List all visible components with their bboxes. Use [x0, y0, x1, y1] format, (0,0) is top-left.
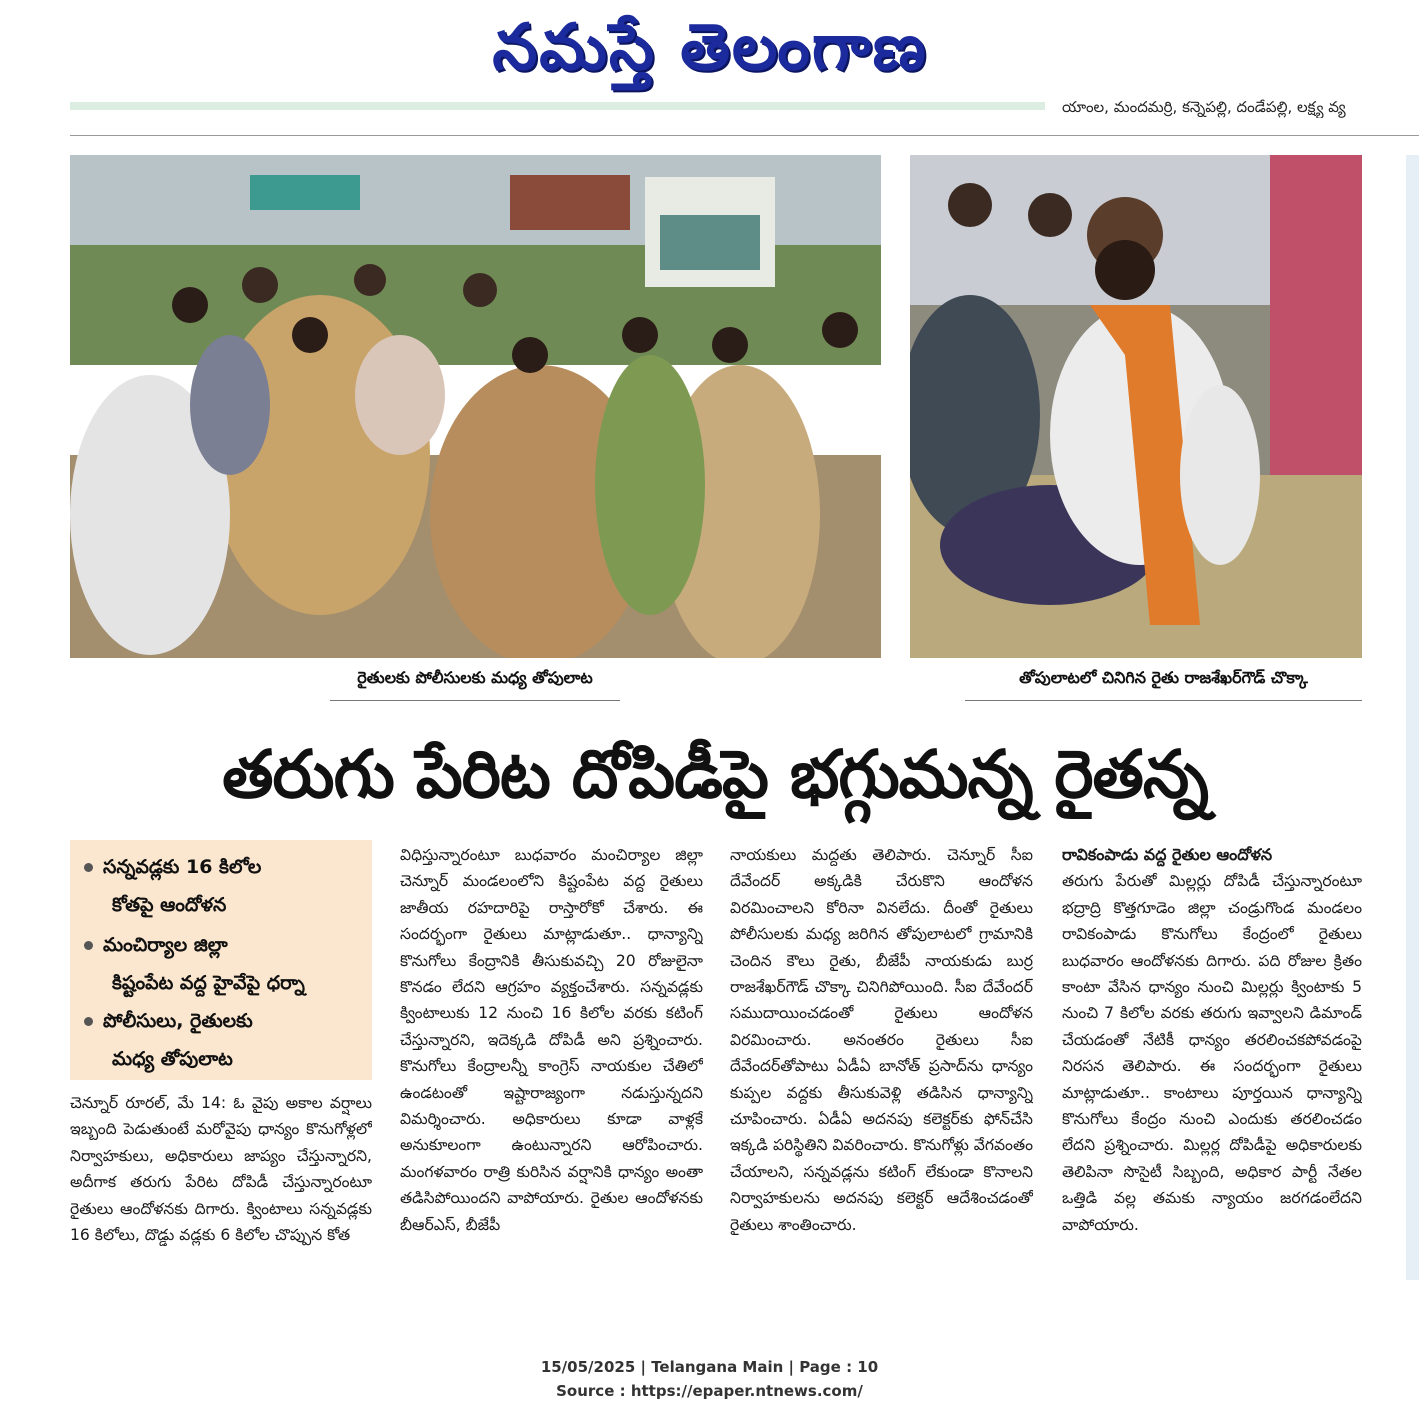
photo-scuffle [70, 155, 881, 658]
masthead-strip [70, 102, 1045, 110]
article-paragraph: తరుగు పేరుతో మిల్లర్లు దోపిడీ చేస్తున్నారంటూ భద్రాద్రి కొత్తగూడెం జిల్లా చండ్రుగొండ మండలం రావికంపాడు కొనుగోలు కేంద్రంలో రైతులు బుధవారం ఆందోళనకు దిగారు. పది రోజుల క్రితం కాంటా వేసిన ధాన్యం నుంచి మిల్లర్లు క్వింటాకు 5 నుంచి 7 కిలోల వరకు తరుగు ఇవ్వాలని డిమాండ్ చేయడంతో నేటికీ ధాన్యం తరలించకపోవడంపై నిరసన తెలిపారు. ఈ సందర్భంగా రైతులు మాట్లాడుతూ.. కాంటాలు పూర్తయిన ధాన్యాన్ని కొనుగోలు కేంద్రం నుంచి ఎందుకు తరలించడం లేదని ప్రశ్నించారు. మిల్లర్ల దోపిడీపై అధికారులకు తెలిపినా సొసైటీ సిబ్బంది, అధికార పార్టీ నేతల ఒత్తిడి వల్ల తమకు న్యాయం జరగడంలేదని వాపోయారు. [1062, 872, 1362, 1234]
newspaper-logo: నమస్తే తెలంగాణ [492, 11, 928, 85]
article-paragraph: నాయకులు మద్దతు తెలిపారు. చెన్నూర్ సీఐ దేవేందర్ అక్కడికి చేరుకొని ఆందోళన విరమించాలని కోరినా వినలేదు. దీంతో రైతులు పోలీసులకు మధ్య జరిగిన తోపులాటలో గ్రామానికి చెందిన కౌలు రైతు, బీజేపీ నాయకుడు బుర్ర రాజశేఖర్‌గౌడ్ చొక్కా చినిగిపోయింది. సీఐ దేవేందర్ సముదాయించడంతో రైతులు ఆందోళన విరమించారు. అనంతరం రైతులు సీఐ దేవేందర్‌తోపాటు ఏడీఏ బానోత్ ప్రసాద్‌ను ధాన్యం కుప్పల వద్దకు తీసుకువెళ్లి తడిసిన ధాన్యాన్ని చూపించారు. ఏడీఏ అదనపు కలెక్టర్‌కు ఫోన్‌చేసి ఇక్కడి పరిస్థితిని వివరించారు. కొనుగోళ్లు వేగవంతం చేయాలని, సన్నవడ్లను కటింగ్ లేకుండా కొనాలని నిర్వాహకులను అదనపు కలెక్టర్ ఆదేశించడంతో రైతులు శాంతించారు. [730, 846, 1033, 1234]
article-column-3 [730, 842, 1033, 1287]
caption-underline-1 [330, 700, 620, 701]
photo-caption-2: తోపులాటలో చినిగిన రైతు రాజశేఖర్‌గౌడ్ చొక్కా [1019, 668, 1308, 687]
header-divider [70, 135, 1419, 136]
highlight-item-cont: కిష్టంపేట వద్ద హైవేపై ధర్నా [112, 972, 305, 994]
highlight-item-cont: కోతపై ఆందోళన [112, 894, 227, 916]
article-column-4 [1062, 842, 1362, 1287]
article-paragraph: చెన్నూర్ రూరల్, మే 14: ఓ వైపు అకాల వర్షాలు ఇబ్బంది పెడుతుంటే మరోవైపు ధాన్యం కొనుగోళ్లలో నిర్వాహకులు, అధికారులు జాప్యం చేస్తున్నారని, అదీగాక తరుగు పేరిట దోపిడీ చేస్తున్నారంటూ రైతులు ఆందోళనకు దిగారు. క్వింటాలు సన్నవడ్లకు 16 కిలోలు, దొడ్డు వడ్లకు 6 కిలోల చొప్పున కోత [70, 1094, 372, 1245]
article-column-2 [400, 842, 703, 1287]
highlights-box [70, 840, 372, 1080]
photo-farmer-torn-shirt [910, 155, 1362, 658]
bullet-icon [84, 1017, 93, 1026]
right-margin-strip [1406, 155, 1419, 1280]
bullet-icon [84, 941, 93, 950]
masthead [0, 0, 1419, 100]
photo-caption-1: రైతులకు పోలీసులకు మధ్య తోపులాట [357, 668, 593, 687]
highlight-item-cont: మధ్య తోపులాట [112, 1048, 233, 1070]
article-paragraph: విధిస్తున్నారంటూ బుధవారం మంచిర్యాల జిల్లా చెన్నూర్ మండలంలోని కిష్టంపేట వద్ద రైతులు జాతీయ రహదారిపై రాస్తారోకో చేశారు. ఈ సందర్భంగా రైతులు మాట్లాడుతూ.. ధాన్యాన్ని కొనుగోలు కేంద్రానికి తీసుకువచ్చి 20 రోజులైనా కొనడం లేదని ఆగ్రహం వ్యక్తంచేశారు. సన్నవడ్లకు క్వింటాలుకు 12 నుంచి 16 కిలోల వరకు కటింగ్ చేస్తున్నారని, ఇదెక్కడి దోపిడీ అని ప్రశ్నించారు. కొనుగోలు కేంద్రాలన్నీ కాంగ్రెస్ నాయకుల చేతిలో ఉండటంతో ఇష్టారాజ్యంగా నడుస్తున్నదని విమర్శించారు. అధికారులు కూడా వాళ్లకే అనుకూలంగా ఉంటున్నారని ఆరోపించారు. మంగళవారం రాత్రి కురిసిన వర్షానికి ధాన్యం అంతా తడిసిపోయిందని వాపోయారు. రైతుల ఆందోళనకు బీఆర్ఎస్, బీజేపీ [400, 846, 703, 1234]
headline: తరుగు పేరిట దోపిడీపై భగ్గుమన్న రైతన్న [222, 736, 1208, 813]
caption-underline-2 [965, 700, 1362, 701]
highlight-item: సన్నవడ్లకు 16 కిలోల [84, 848, 364, 886]
article-subheading: రావికంపాడు వద్ద రైతుల ఆందోళన [1062, 845, 1273, 864]
bullet-icon [84, 863, 93, 872]
footer-source: Source : https://epaper.ntnews.com/ [556, 1382, 863, 1400]
highlight-item: పోలీసులు, రైతులకు [84, 1002, 364, 1040]
top-teaser: యాంల, మందమర్రి, కన్నెపల్లి, దండేపల్లి, లక్ష్య వ్య [1062, 98, 1346, 116]
footer-date-page: 15/05/2025 | Telangana Main | Page : 10 [540, 1358, 879, 1376]
highlight-item: మంచిర్యాల జిల్లా [84, 926, 364, 964]
article-column-1 [70, 1090, 372, 1290]
